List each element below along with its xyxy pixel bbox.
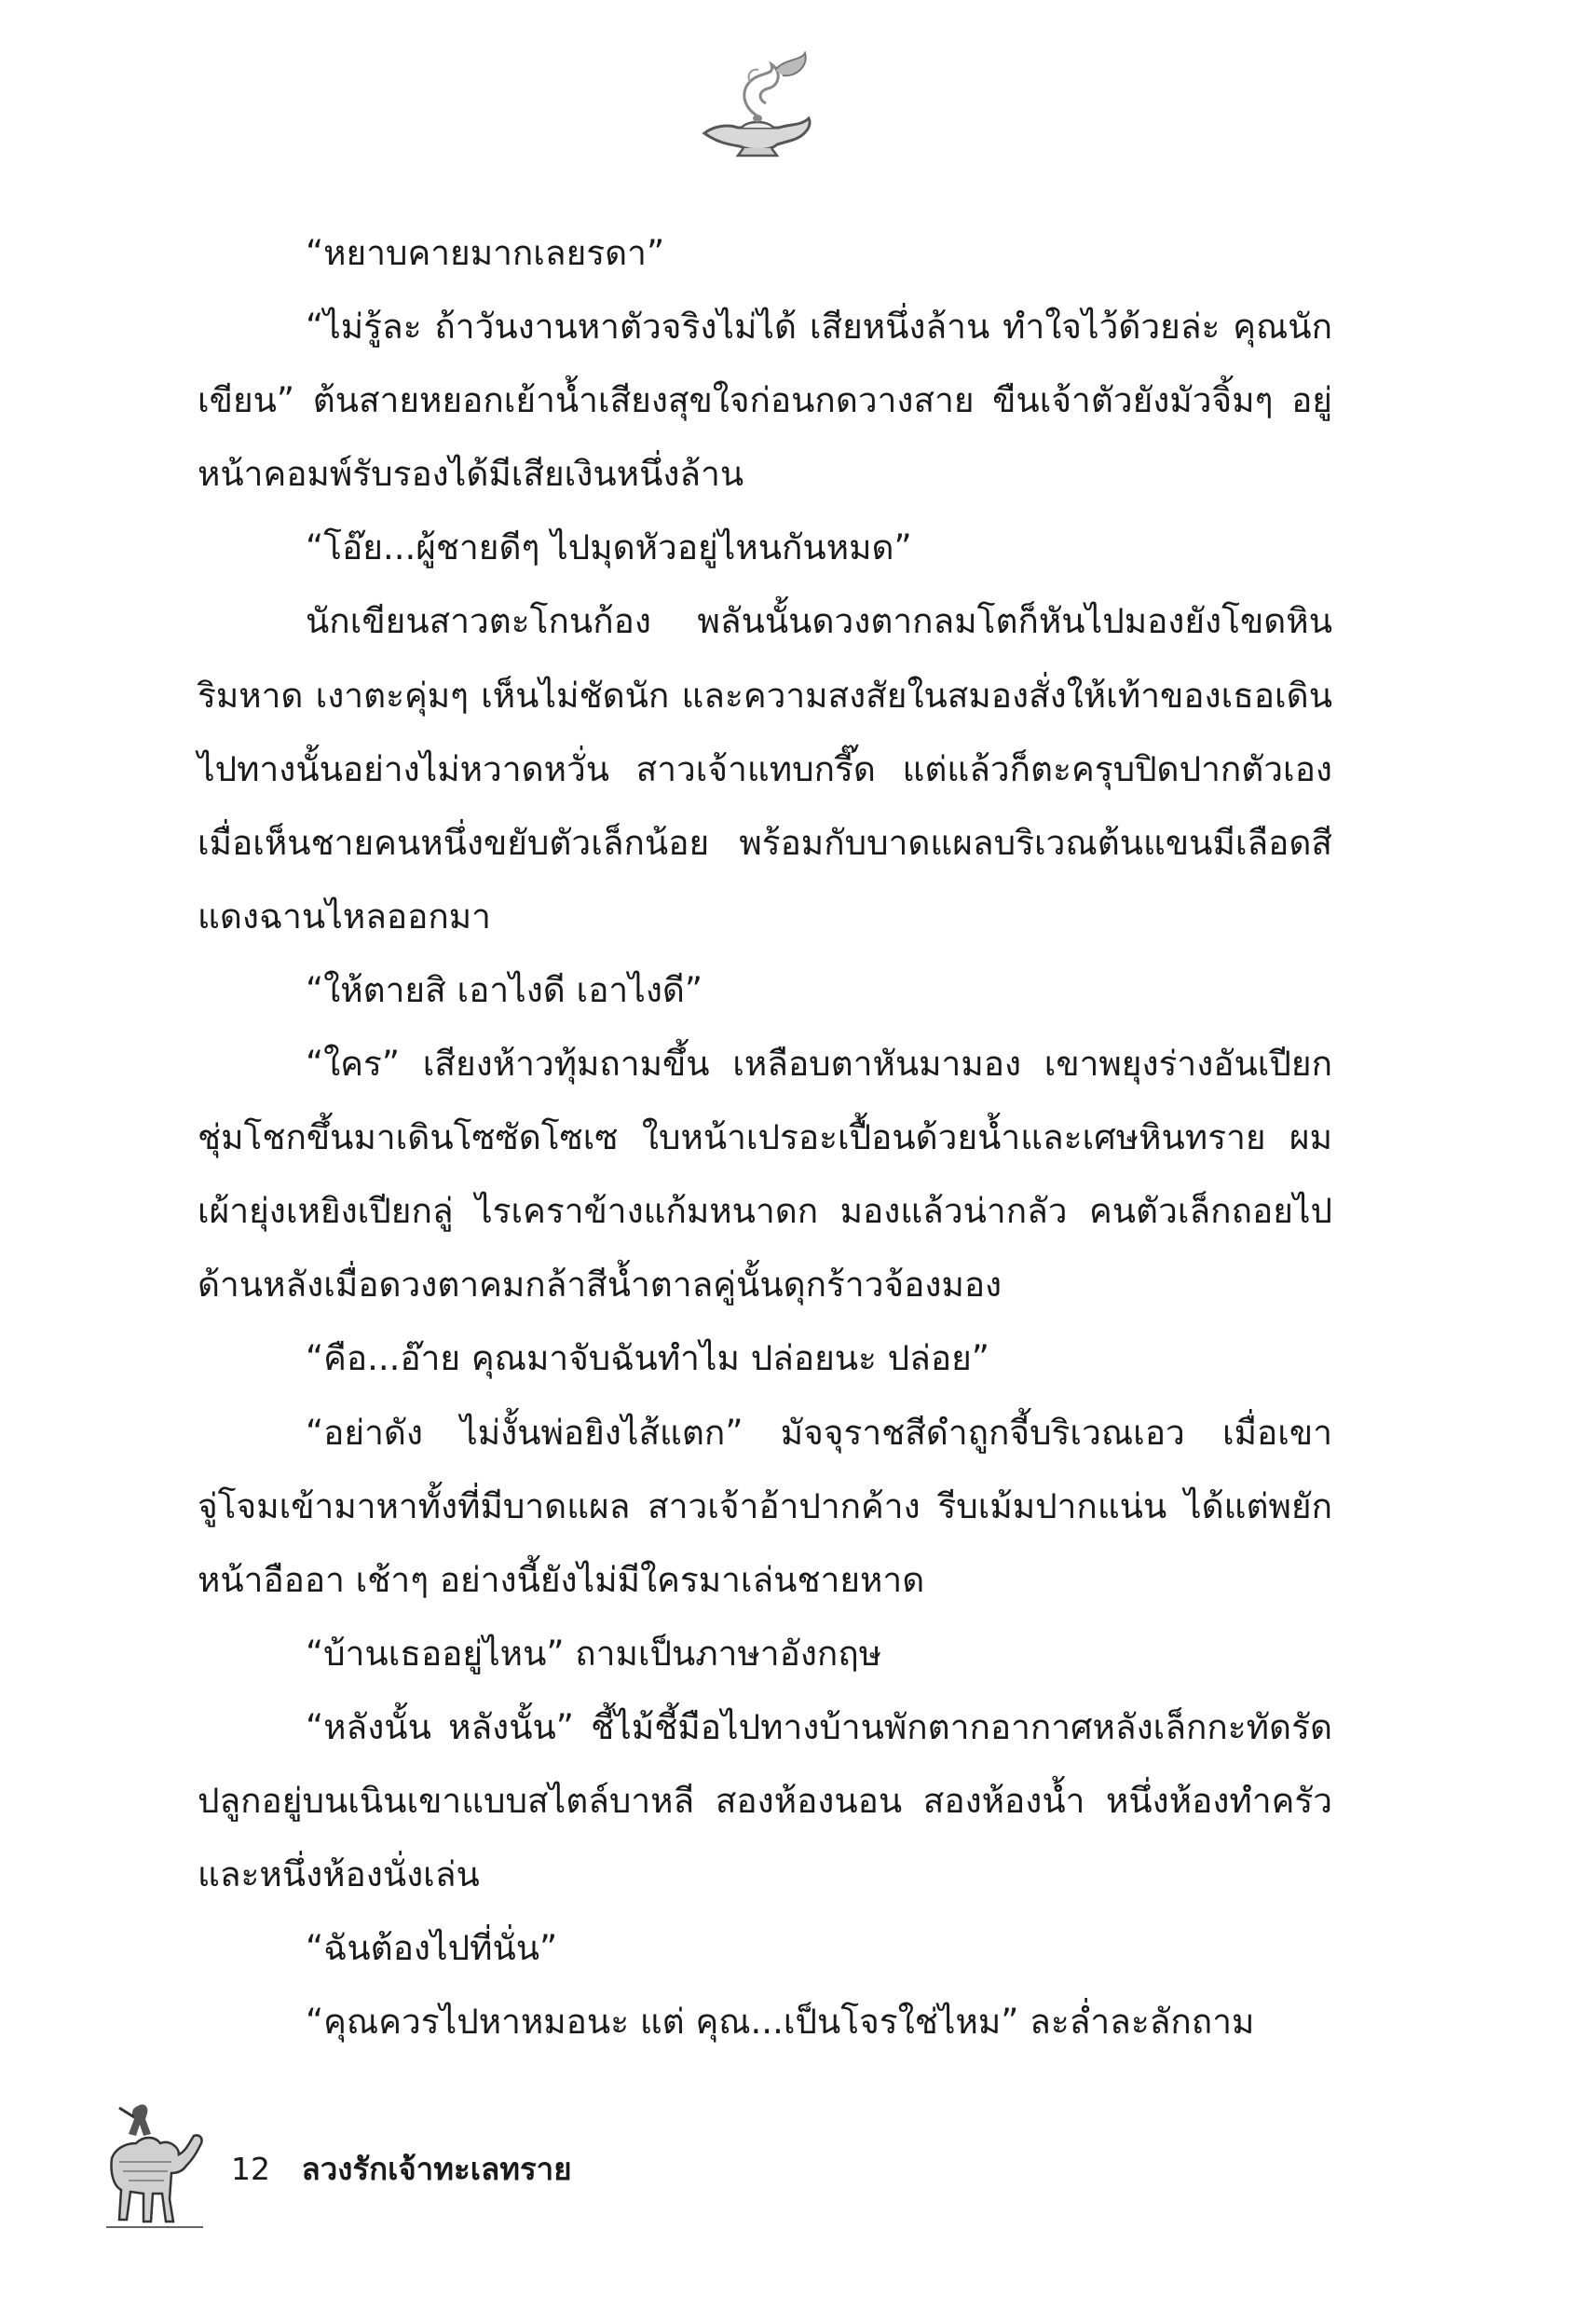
story-text [198, 216, 1332, 2058]
paragraph: “หยาบคายมากเลยรดา” [306, 233, 665, 273]
paragraph: “ไม่รู้ละ ถ้าวันงานหาตัวจริงไม่ได้ เสียหนึ่งล้าน ทำใจไว้ด้วยล่ะ คุณนักเขียน” ต้นสายหยอกเย้าน้ำเสียงสุขใจก่อนกดวางสาย ขืนเจ้าตัวยังมัวจิ้มๆ อยู่หน้าคอมพ์รับรองได้มีเสียเงินหนึ่งล้าน [198, 307, 1332, 495]
genie-lamp-icon [686, 51, 825, 163]
paragraph: “อย่าดัง ไม่งั้นพ่อยิงไส้แตก” มัจจุราชสีดำถูกจี้บริเวณเอว เมื่อเขาจู่โจมเข้ามาหาทั้งที่มีบาดแผล สาวเจ้าอ้าปากค้าง รีบเม้มปากแน่น ได้แต่พยักหน้าอืออา เช้าๆ อย่างนี้ยังไม่มีใครมาเล่นชายหาด [198, 1412, 1332, 1600]
paragraph: “ให้ตายสิ เอาไงดี เอาไงดี” [306, 969, 703, 1010]
paragraph: “โอ๊ย...ผู้ชายดีๆ ไปมุดหัวอยู่ไหนกันหมด” [306, 527, 912, 568]
paragraph: “คุณควรไปหาหมอนะ แต่ คุณ...เป็นโจรใช่ไหม” ละล่ำละลักถาม [306, 2002, 1255, 2043]
book-title: ลวงรักเจ้าทะเลทราย [301, 2151, 572, 2187]
page-number: 12 [231, 2151, 270, 2187]
paragraph: “ใคร” เสียงห้าวทุ้มถามขึ้น เหลือบตาหันมามอง เขาพยุงร่างอันเปียกชุ่มโชกขึ้นมาเดินโซซัดโซเซ ใบหน้าเปรอะเปื้อนด้วยน้ำและเศษหินทราย ผมเผ้ายุ่งเหยิงเปียกลู่ ไรเคราข้างแก้มหนาดก มองแล้วน่ากลัว คนตัวเล็กถอยไปด้านหลังเมื่อดวงตาคมกล้าสีน้ำตาลคู่นั้นดุกร้าวจ้องมอง [198, 1044, 1332, 1306]
paragraph: “หลังนั้น หลังนั้น” ชี้ไม้ชี้มือไปทางบ้านพักตากอากาศหลังเล็กกะทัดรัด ปลูกอยู่บนเนินเขาแบบสไตล์บาหลี สองห้องนอน สองห้องน้ำ หนึ่งห้องทำครัว และหนึ่งห้องนั่งเล่น [198, 1706, 1332, 1895]
paragraph: “ฉันต้องไปที่นั่น” [306, 1928, 558, 1969]
camel-rider-icon [101, 2097, 208, 2236]
paragraph: นักเขียนสาวตะโกนก้อง พลันนั้นดวงตากลมโตก็หันไปมองยังโขดหินริมหาด เงาตะคุ่มๆ เห็นไม่ชัดนัก และความสงสัยในสมองสั่งให้เท้าของเธอเดินไปทางนั้นอย่างไม่หวาดหวั่น สาวเจ้าแทบกรี๊ด แต่แล้วก็ตะครุบปิดปากตัวเอง เมื่อเห็นชายคนหนึ่งขยับตัวเล็กน้อย พร้อมกับบาดแผลบริเวณต้นแขนมีเลือดสีแดงฉานไหลออกมา [198, 601, 1332, 937]
page-footer [231, 2151, 572, 2188]
paragraph: “คือ...อ๊าย คุณมาจับฉันทำไม ปล่อยนะ ปล่อย” [306, 1338, 989, 1379]
paragraph: “บ้านเธออยู่ไหน” ถามเป็นภาษาอังกฤษ [306, 1633, 882, 1674]
